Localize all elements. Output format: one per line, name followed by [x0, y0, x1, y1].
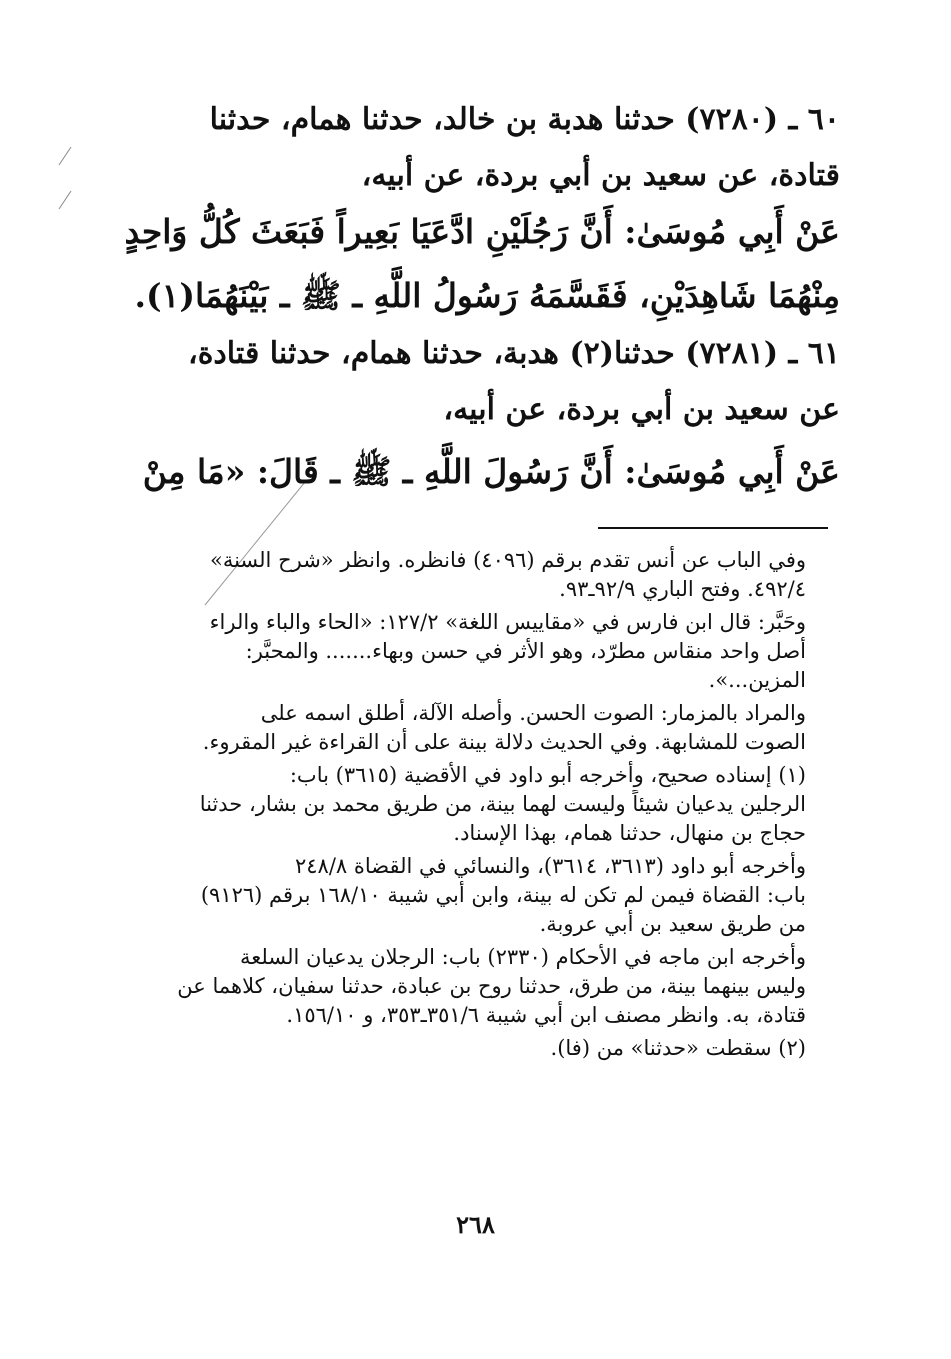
text-line: (١) إسناده صحيح، وأخرجه أبو داود في الأقضية (٣٦١٥) باب: — [289, 763, 806, 787]
scan-mark — [55, 145, 75, 215]
hadith-61-matn — [100, 440, 840, 504]
text-line: عَنْ أَبِي مُوسَىٰ: أَنَّ رَسُولَ اللَّهِ ـ ﷺ ـ قَالَ: «مَا مِنْ — [142, 452, 840, 491]
text-line: المزين...». — [708, 668, 806, 692]
hadith-60-matn — [100, 200, 840, 328]
footnote-paragraph — [100, 943, 830, 1030]
text-line: باب: القضاة فيمن لم تكن له بينة، وابن أبي شيبة ١٦٨/١٠ برقم (٩١٢٦) — [200, 883, 806, 907]
footnotes — [100, 546, 830, 1067]
text-line: وحَبَّر: قال ابن فارس في «مقاييس اللغة» ١٢٧/٢: «الحاء والباء والراء — [209, 610, 806, 634]
text-line: عن سعيد بن أبي بردة، عن أبيه، — [443, 392, 840, 427]
text-line: مِنْهُمَا شَاهِدَيْنِ، فَقَسَّمَهُ رَسُولُ اللَّهِ ـ ﷺ ـ بَيْنَهُمَا(١). — [134, 276, 840, 315]
text-line: الصوت للمشابهة. وفي الحديث دلالة بينة على أن القراءة غير المقروء. — [202, 730, 806, 754]
text-line: وفي الباب عن أنس تقدم برقم (٤٠٩٦) فانظره. وانظر «شرح السنة» — [209, 548, 806, 572]
text-line: ٤٩٢/٤. وفتح الباري ٩٢/٩ـ٩٣. — [559, 577, 806, 601]
footnote-paragraph — [100, 546, 830, 604]
hadith-61-isnad — [100, 326, 840, 438]
footnote-1 — [100, 761, 830, 848]
text-line: أصل واحد منقاس مطرّد، وهو الأثر في حسن وبهاء....... والمحبَّر: — [245, 639, 806, 663]
footnote-separator — [598, 527, 828, 529]
footnote-paragraph — [100, 608, 830, 695]
text-line: عَنْ أَبِي مُوسَىٰ: أَنَّ رَجُلَيْنِ ادَّعَيَا بَعِيراً فَبَعَثَ كُلُّ وَاحِدٍ — [124, 212, 840, 251]
page-number: ٢٦٨ — [456, 1210, 495, 1239]
text-line: قتادة، به. وانظر مصنف ابن أبي شيبة ٣٥١/٦ـ٣٥٣، و ١٥٦/١٠. — [286, 1003, 806, 1027]
footnote-paragraph — [100, 699, 830, 757]
text-line: وأخرجه ابن ماجه في الأحكام (٢٣٣٠) باب: الرجلان يدعيان السلعة — [240, 945, 806, 969]
text-line: الرجلين يدعيان شيئاً وليست لهما بينة، من طريق محمد بن بشار، حدثنا — [199, 792, 806, 816]
footnote-2 — [100, 1034, 830, 1063]
text-line: (٢) سقطت «حدثنا» من (فا). — [550, 1036, 806, 1060]
footnote-paragraph — [100, 852, 830, 939]
text-line: وأخرجه أبو داود (٣٦١٣، ٣٦١٤)، والنسائي في القضاة ٢٤٨/٨ — [295, 854, 806, 878]
text-line: وليس بينهما بينة، من طرق، حدثنا روح بن عبادة، حدثنا سفيان، كلاهما عن — [177, 974, 806, 998]
text-line: والمراد بالمزمار: الصوت الحسن. وأصله الآلة، أطلق اسمه على — [260, 701, 806, 725]
text-line: ٦٠ ـ (٧٢٨٠) حدثنا هدبة بن خالد، حدثنا همام، حدثنا — [209, 102, 840, 137]
text-line: ٦١ ـ (٧٢٨١) حدثنا(٢) هدبة، حدثنا همام، حدثنا قتادة، — [188, 336, 840, 371]
text-line: من طريق سعيد بن أبي عروبة. — [539, 912, 806, 936]
hadith-60-isnad — [100, 92, 840, 204]
text-line: قتادة، عن سعيد بن أبي بردة، عن أبيه، — [361, 158, 840, 193]
text-line: حجاج بن منهال، حدثنا همام، بهذا الإسناد. — [453, 821, 806, 845]
